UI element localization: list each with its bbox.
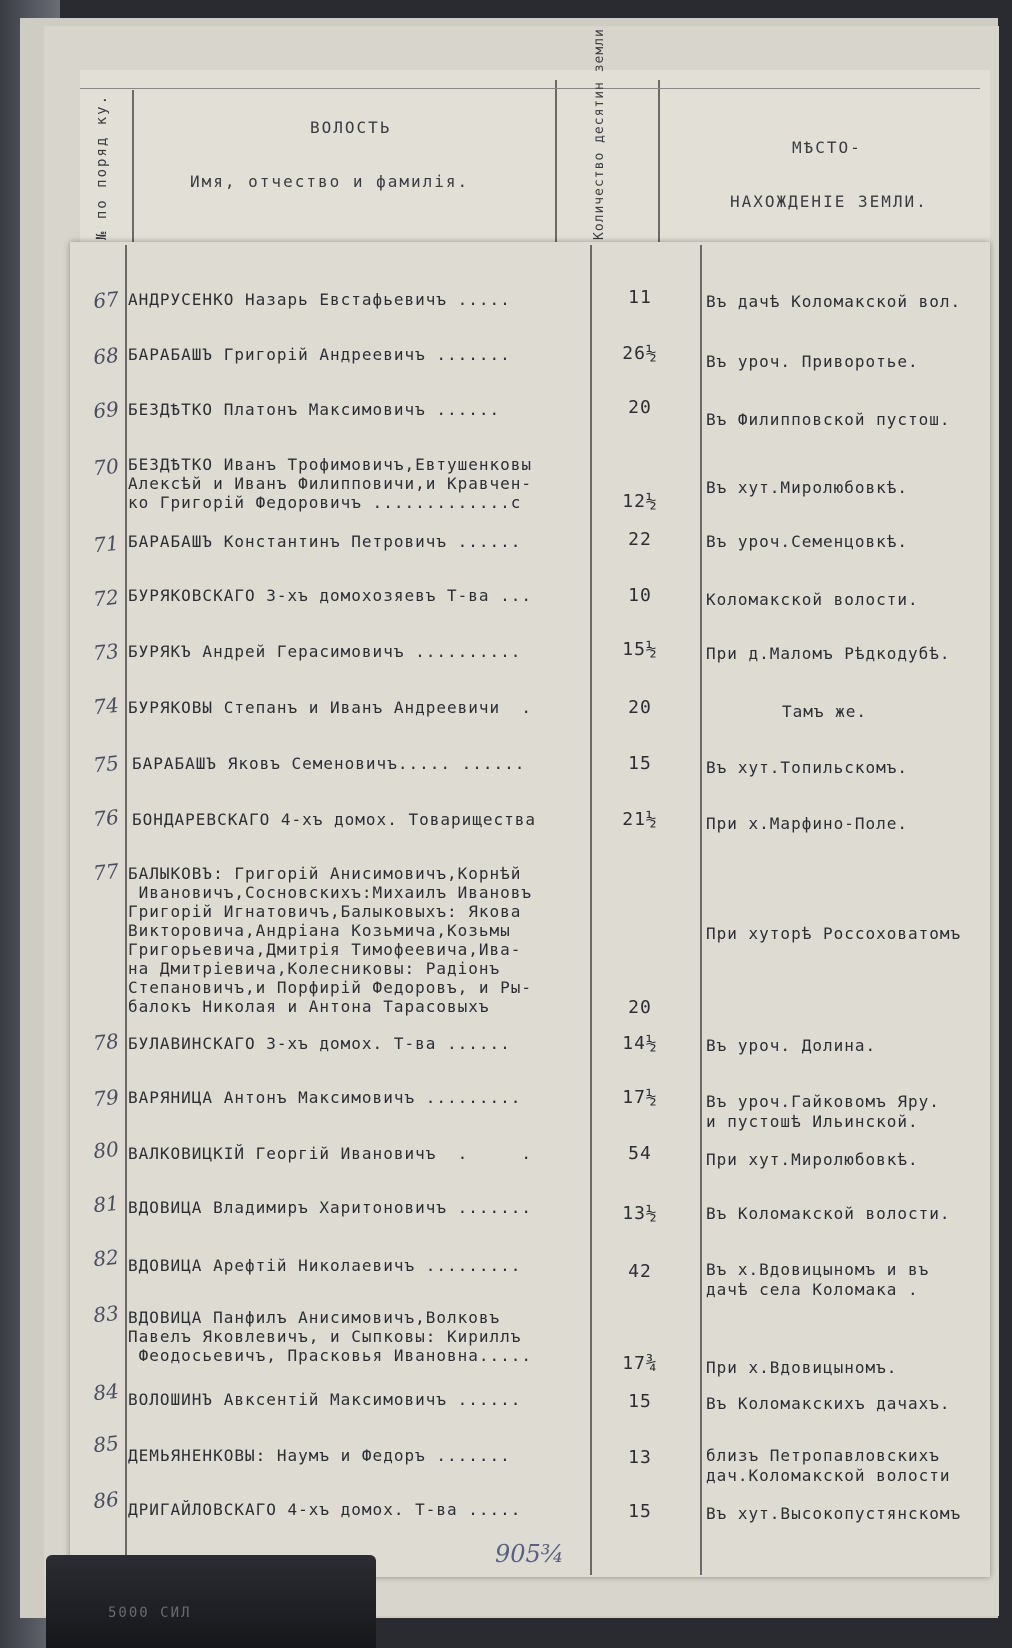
row-number: 76: [92, 804, 120, 832]
row-qty: 12½: [622, 491, 658, 512]
row-number: 69: [92, 396, 120, 424]
row-name: БЕЗДѢТКО Иванъ Трофимовичъ,Евтушенковы Алексѣй и Иванъ Филипповичи,и Кравчен- ко Григорій Федоровичъ .............с: [128, 455, 533, 512]
row-place: При хут.Миролюбовкѣ.: [706, 1150, 919, 1169]
row-number: 84: [92, 1378, 120, 1406]
row-place: Въ хут.Высокопустянскомъ: [706, 1504, 962, 1523]
header-col-qty: Количество десятин земли: [592, 28, 607, 240]
row-name: ВОЛОШИНЪ Авксентій Максимовичъ ......: [128, 1390, 522, 1409]
row-qty: 26½: [622, 343, 658, 364]
row-place: При хуторѣ Россоховатомъ: [706, 924, 962, 943]
row-name: БАРАБАШЪ Константинъ Петровичъ ......: [128, 532, 522, 551]
row-name: БУРЯКОВСКАГО 3-хъ домохозяевъ Т-ва ...: [128, 586, 533, 605]
row-number: 71: [92, 530, 120, 558]
binder-clip-label: 5000 СИЛ: [108, 1605, 192, 1621]
row-name: ВАРЯНИЦА Антонъ Максимовичъ .........: [128, 1088, 522, 1107]
row-place: При д.Маломъ Рѣдкодубѣ.: [706, 644, 951, 663]
column-rule-1: [125, 245, 127, 1575]
row-qty: 13½: [622, 1203, 658, 1224]
row-name: ВАЛКОВИЦКІЙ Георгій Ивановичъ . .: [128, 1144, 533, 1163]
row-name: БАЛЫКОВЪ: Григорій Анисимовичъ,Корнѣй Ивановичъ,Сосновскихъ:Михаилъ Ивановъ Григорій Игнатовичъ,Балыковыхъ: Якова Викторовича,Андріана Козьмича,Козьмы Григорьевича,Дмитрія Тимофеевича,Ива- на Дмитріевича,Колесниковы: Радіонъ Степановичъ,и Порфирій Федоровъ, и Ры- балокъ Николая и Антона Тарасовыхъ: [128, 864, 533, 1016]
row-qty: 14½: [622, 1033, 658, 1054]
row-number: 83: [92, 1300, 120, 1328]
row-name: БЕЗДѢТКО Платонъ Максимовичъ ......: [128, 400, 501, 419]
row-number: 74: [92, 692, 120, 720]
row-place: Въ уроч.Семенцовкѣ.: [706, 532, 909, 551]
row-place: При х.Марфино-Поле.: [706, 814, 909, 833]
row-qty: 20: [628, 697, 652, 718]
row-qty: 17½: [622, 1087, 658, 1108]
row-name: БУЛАВИНСКАГО 3-хъ домох. Т-ва ......: [128, 1034, 511, 1053]
row-number: 81: [92, 1190, 120, 1218]
row-place: Въ хут.Миролюбовкѣ.: [706, 478, 909, 497]
row-name: ВДОВИЦА Панфилъ Анисимовичъ,Волковъ Павелъ Яковлевичъ, и Сыпковы: Кириллъ Феодосьевичъ, Прасковья Ивановна.....: [128, 1308, 533, 1365]
row-qty: 22: [628, 529, 652, 550]
row-name: БАРАБАШЪ Яковъ Семеновичъ..... ......: [132, 754, 526, 773]
row-name: БАРАБАШЪ Григорій Андреевичъ .......: [128, 345, 511, 364]
row-place: Въ хут.Топильскомъ.: [706, 758, 909, 777]
row-name: БУРЯКЪ Андрей Герасимовичъ ..........: [128, 642, 522, 661]
row-qty: 15: [628, 1391, 652, 1412]
header-divider-3: [658, 80, 660, 250]
row-place: Въ Филипповской пустош.: [706, 410, 951, 429]
row-name: ДЕМЬЯНЕНКОВЫ: Наумъ и Федоръ .......: [128, 1446, 511, 1465]
row-qty: 11: [628, 287, 652, 308]
row-place: близъ Петропавловскихъ дач.Коломакской волости: [706, 1446, 951, 1485]
row-place: Въ Коломакской волости.: [706, 1204, 951, 1223]
row-name: ДРИГАЙЛОВСКАГО 4-хъ домох. Т-ва .....: [128, 1500, 522, 1519]
row-name: БОНДАРЕВСКАГО 4-хъ домох. Товарищества: [132, 810, 537, 829]
row-place: Въ Коломакскихъ дачахъ.: [706, 1394, 951, 1413]
handwritten-total: 905¾: [495, 1540, 565, 1568]
row-number: 79: [92, 1084, 120, 1112]
row-qty: 20: [628, 997, 652, 1018]
row-place: При х.Вдовицыномъ.: [706, 1358, 898, 1377]
header-divider-1: [132, 90, 134, 250]
row-place: Коломакской волости.: [706, 590, 919, 609]
row-number: 70: [92, 453, 120, 481]
row-name: БУРЯКОВЫ Степанъ и Иванъ Андреевичи .: [128, 698, 533, 717]
row-qty: 13: [628, 1447, 652, 1468]
row-number: 67: [92, 286, 120, 314]
row-qty: 21½: [622, 809, 658, 830]
row-place: Въ дачѣ Коломакской вол.: [706, 292, 962, 311]
column-rule-3: [700, 245, 702, 1575]
row-place: Въ уроч.Гайковомъ Яру. и пустошѣ Ильинской.: [706, 1092, 940, 1131]
row-name: АНДРУСЕНКО Назарь Евстафьевичъ .....: [128, 290, 511, 309]
column-rule-2: [590, 245, 592, 1575]
row-number: 78: [92, 1028, 120, 1056]
header-col-volost: ВОЛОСТЬ: [310, 118, 392, 137]
row-place: Тамъ же.: [782, 702, 868, 721]
row-number: 80: [92, 1136, 120, 1164]
row-name: ВДОВИЦА Арефтій Николаевичъ .........: [128, 1256, 522, 1275]
row-qty: 42: [628, 1261, 652, 1282]
binder-clip: [46, 1555, 376, 1648]
header-col-place-1: МѢСТО-: [792, 138, 862, 157]
header-top-rule: [80, 88, 980, 89]
header-divider-2: [555, 80, 557, 250]
row-place: Въ уроч. Приворотье.: [706, 352, 919, 371]
row-number: 85: [92, 1430, 120, 1458]
header-col-name: Имя, отчество и фамилія.: [190, 172, 470, 191]
row-number: 86: [92, 1486, 120, 1514]
row-qty: 10: [628, 585, 652, 606]
row-qty: 15: [628, 753, 652, 774]
row-number: 73: [92, 638, 120, 666]
header-col-place-2: НАХОЖДЕНІЕ ЗЕМЛИ.: [730, 192, 928, 211]
row-qty: 15½: [622, 639, 658, 660]
row-qty: 17¾: [622, 1353, 658, 1374]
row-qty: 20: [628, 397, 652, 418]
row-number: 72: [92, 584, 120, 612]
row-qty: 15: [628, 1501, 652, 1522]
row-number: 75: [92, 750, 120, 778]
row-number: 82: [92, 1244, 120, 1272]
table-header: [80, 28, 990, 250]
row-number: 68: [92, 342, 120, 370]
row-place: Въ уроч. Долина.: [706, 1036, 877, 1055]
row-name: ВДОВИЦА Владимиръ Харитоновичъ .......: [128, 1198, 533, 1217]
header-col-no: № по поряд ку.: [94, 93, 110, 240]
row-qty: 54: [628, 1143, 652, 1164]
row-number: 77: [92, 858, 120, 886]
row-place: Въ х.Вдовицыномъ и въ дачѣ села Коломака .: [706, 1260, 930, 1299]
